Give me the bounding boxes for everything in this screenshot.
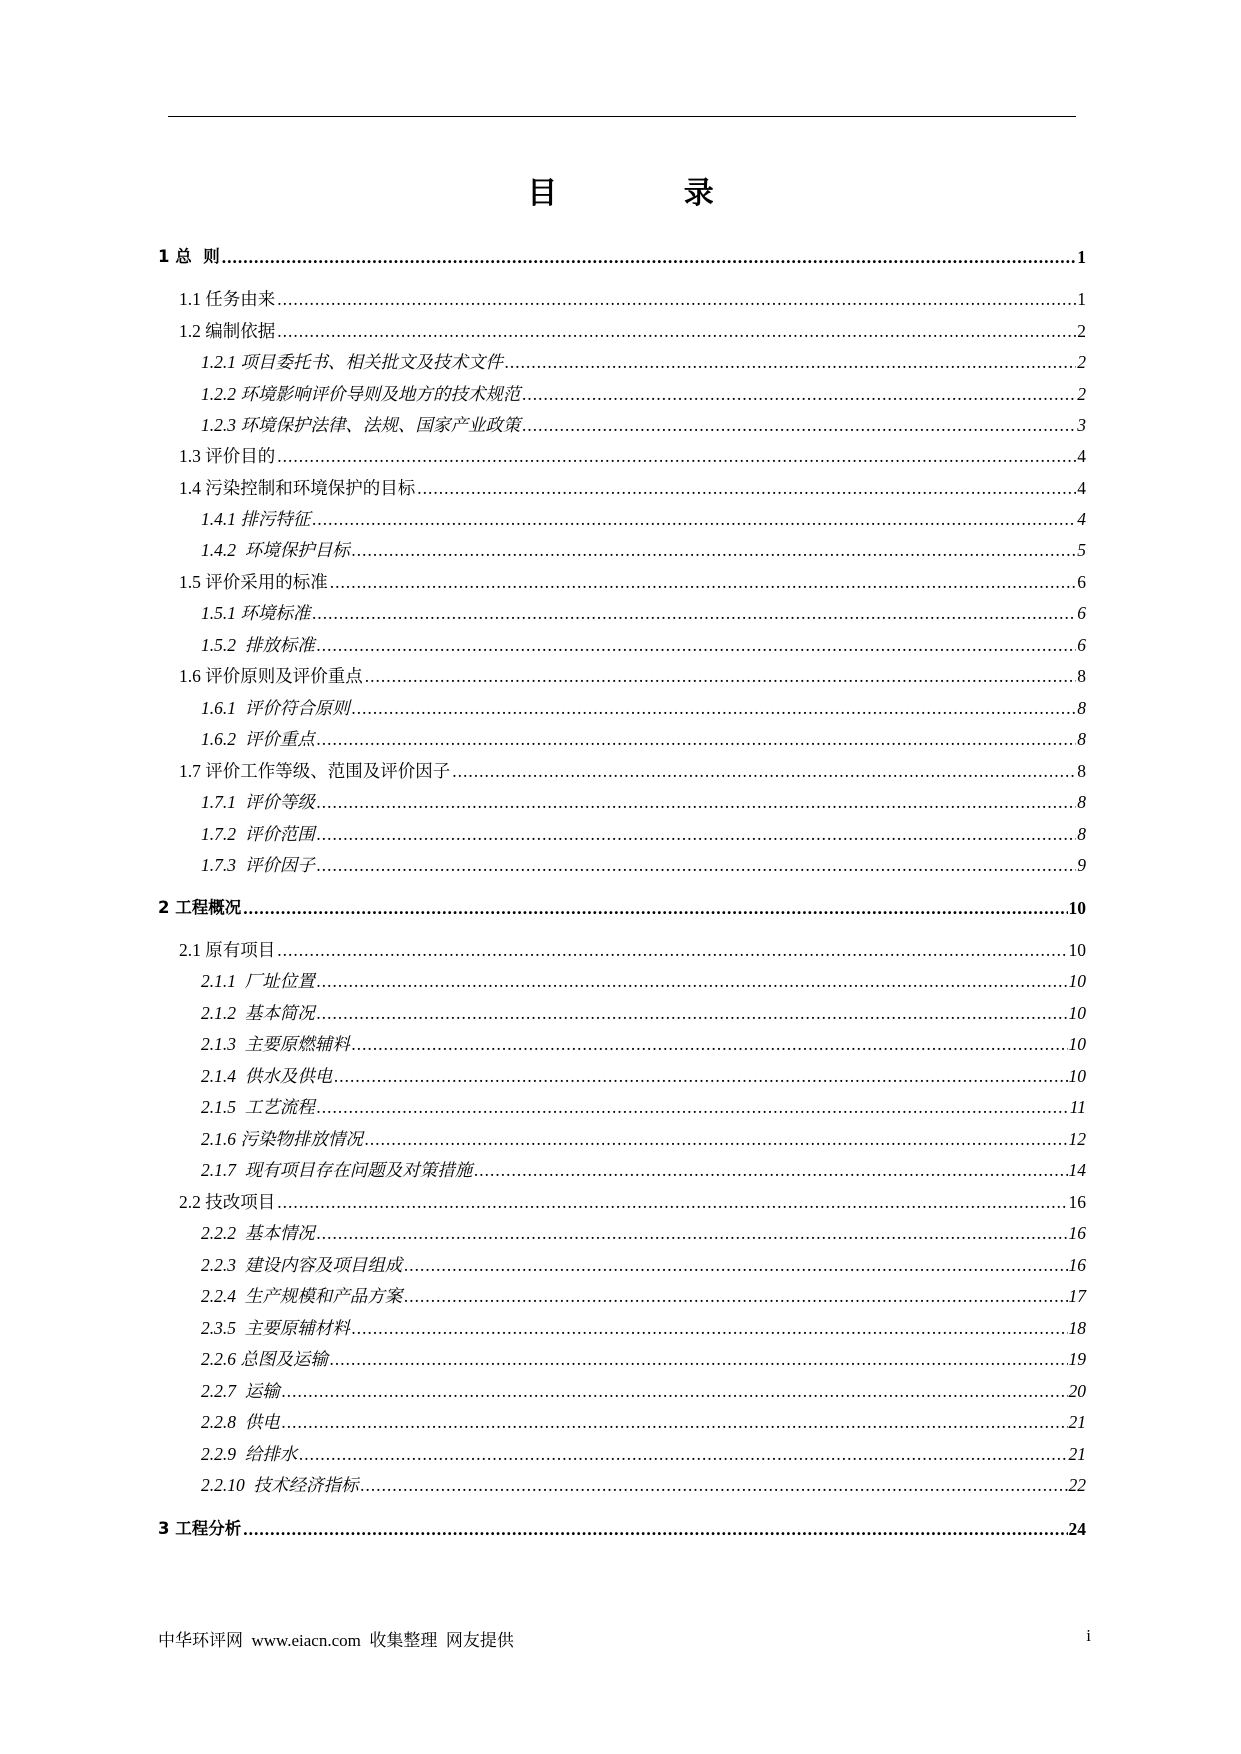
dot-leader <box>312 602 1076 624</box>
toc-entry[interactable] <box>201 1441 1086 1465</box>
dot-leader <box>361 1474 1068 1496</box>
toc-entry-label: 2.1.1 厂址位置 <box>201 971 315 991</box>
toc-entry-page: 8 <box>1077 698 1086 718</box>
toc-entry-page: 18 <box>1068 1318 1086 1338</box>
dot-leader <box>222 246 1077 268</box>
dot-leader <box>334 1065 1067 1087</box>
dot-leader <box>352 697 1077 719</box>
toc-entry-page: 4 <box>1077 478 1086 498</box>
toc-entry-page: 16 <box>1068 1255 1086 1275</box>
toc-entry-page: 8 <box>1077 761 1086 781</box>
toc-entry-page: 10 <box>1068 1066 1086 1086</box>
toc-entry-page: 2 <box>1077 384 1086 404</box>
dot-leader <box>352 1317 1068 1339</box>
toc-entry[interactable] <box>158 895 1086 919</box>
toc-entry-page: 9 <box>1077 855 1086 875</box>
dot-leader <box>317 823 1077 845</box>
toc-entry-label: 2.2.9 给排水 <box>201 1444 298 1464</box>
toc-entry-page: 24 <box>1068 1519 1086 1539</box>
toc-entry-label: 1.6.2 评价重点 <box>201 729 315 749</box>
toc-entry[interactable] <box>201 349 1086 373</box>
dot-leader <box>277 288 1076 310</box>
toc-entry[interactable] <box>201 852 1086 876</box>
toc-entry[interactable] <box>201 1094 1086 1118</box>
toc-entry[interactable] <box>201 1283 1086 1307</box>
toc-entry-label: 2 工程概况 <box>158 898 242 917</box>
dot-leader <box>317 791 1077 813</box>
toc-entry-label: 2.1.7 现有项目存在问题及对策措施 <box>201 1160 473 1180</box>
toc-entry-label: 1.2.2 环境影响评价导则及地方的技术规范 <box>201 384 521 404</box>
dot-leader <box>277 320 1076 342</box>
toc-entry-label: 1.4.2 环境保护目标 <box>201 540 350 560</box>
toc-entry-page: 10 <box>1068 898 1086 918</box>
toc-entry-page: 10 <box>1068 971 1086 991</box>
toc-entry-label: 1.5.1 环境标准 <box>201 603 311 623</box>
toc-entry-label: 1 总 则 <box>158 247 220 266</box>
toc-entry-page: 4 <box>1077 446 1086 466</box>
dot-leader <box>317 1222 1068 1244</box>
dot-leader <box>312 508 1076 530</box>
toc-entry[interactable] <box>201 1031 1086 1055</box>
toc-entry-label: 1.2.1 项目委托书、相关批文及技术文件 <box>201 352 503 372</box>
toc-entry[interactable] <box>201 412 1086 436</box>
toc-entry[interactable] <box>201 506 1086 530</box>
toc-entry-page: 1 <box>1077 289 1086 309</box>
toc-entry[interactable] <box>179 286 1086 310</box>
toc-entry-page: 14 <box>1068 1160 1086 1180</box>
toc-entry-label: 1.5.2 排放标准 <box>201 635 315 655</box>
toc-entry[interactable] <box>201 1000 1086 1024</box>
toc-entry-page: 8 <box>1077 792 1086 812</box>
dot-leader <box>317 1096 1069 1118</box>
toc-entry[interactable] <box>179 937 1086 961</box>
toc-entry-page: 21 <box>1068 1412 1086 1432</box>
toc-entry-page: 10 <box>1068 1003 1086 1023</box>
dot-leader <box>243 1518 1067 1540</box>
toc-entry[interactable] <box>201 1063 1086 1087</box>
toc-entry[interactable] <box>201 1252 1086 1276</box>
toc-entry-label: 2.1.3 主要原燃辅料 <box>201 1034 350 1054</box>
toc-entry-page: 4 <box>1077 509 1086 529</box>
toc-entry-page: 8 <box>1077 729 1086 749</box>
toc-entry-label: 1.7.1 评价等级 <box>201 792 315 812</box>
toc-entry-page: 8 <box>1077 666 1086 686</box>
toc-entry-page: 16 <box>1068 1192 1086 1212</box>
toc-entry[interactable] <box>201 789 1086 813</box>
toc-entry[interactable] <box>201 1472 1086 1496</box>
toc-entry-label: 2.3.5 主要原辅材料 <box>201 1318 350 1338</box>
dot-leader <box>404 1254 1067 1276</box>
toc-entry-page: 3 <box>1077 415 1086 435</box>
toc-entry-label: 2.1.6 污染物排放情况 <box>201 1129 363 1149</box>
toc-entry-label: 1.2 编制依据 <box>179 321 276 341</box>
toc-entry-page: 20 <box>1068 1381 1086 1401</box>
toc-entry[interactable] <box>201 381 1086 405</box>
dot-leader <box>365 1128 1068 1150</box>
toc-entry[interactable] <box>201 537 1086 561</box>
toc-entry[interactable] <box>201 1346 1086 1370</box>
toc-entry-label: 1.7.3 评价因子 <box>201 855 315 875</box>
toc-entry-label: 1.3 评价目的 <box>179 446 276 466</box>
toc-entry[interactable] <box>201 600 1086 624</box>
toc-entry-page: 5 <box>1077 540 1086 560</box>
dot-leader <box>317 728 1077 750</box>
toc-entry-page: 1 <box>1077 247 1086 267</box>
toc-entry[interactable] <box>201 968 1086 992</box>
dot-leader <box>330 1348 1068 1370</box>
toc-entry[interactable] <box>201 821 1086 845</box>
footer-source: 中华环评网 www.eiacn.com 收集整理 网友提供 <box>158 1631 514 1650</box>
toc-entry-page: 2 <box>1077 321 1086 341</box>
toc-entry-label: 1.6.1 评价符合原则 <box>201 698 350 718</box>
toc-entry[interactable] <box>201 1409 1086 1433</box>
toc-entry-label: 2.2.7 运输 <box>201 1381 280 1401</box>
toc-entry[interactable] <box>201 1378 1086 1402</box>
dot-leader <box>277 445 1076 467</box>
dot-leader <box>317 634 1077 656</box>
toc-entry[interactable] <box>179 663 1086 687</box>
dot-leader <box>452 760 1076 782</box>
toc-entry-page: 22 <box>1068 1475 1086 1495</box>
toc-entry-label: 1.7 评价工作等级、范围及评价因子 <box>179 761 451 781</box>
toc-entry-page: 16 <box>1068 1223 1086 1243</box>
toc-entry-page: 6 <box>1077 603 1086 623</box>
toc-entry[interactable] <box>179 1189 1086 1213</box>
toc-entry-label: 1.4 污染控制和环境保护的目标 <box>179 478 416 498</box>
page-title: 目 录 <box>527 176 772 211</box>
dot-leader <box>243 897 1067 919</box>
footer-page-number: i <box>1086 1626 1091 1645</box>
dot-leader <box>352 539 1077 561</box>
toc-entry-page: 6 <box>1077 572 1086 592</box>
toc-entry-label: 2.1.5 工艺流程 <box>201 1097 315 1117</box>
dot-leader <box>317 1002 1068 1024</box>
dot-leader <box>522 414 1076 436</box>
toc-entry[interactable] <box>179 318 1086 342</box>
dot-leader <box>352 1033 1068 1055</box>
toc-entry-label: 1.4.1 排污特征 <box>201 509 311 529</box>
toc-entry[interactable] <box>201 1220 1086 1244</box>
dot-leader <box>282 1380 1068 1402</box>
dot-leader <box>365 665 1077 687</box>
toc-entry-page: 17 <box>1068 1286 1086 1306</box>
toc-entry-page: 8 <box>1077 824 1086 844</box>
toc-entry[interactable] <box>179 443 1086 467</box>
toc-entry-page: 10 <box>1068 1034 1086 1054</box>
toc-entry-label: 2.2.10 技术经济指标 <box>201 1475 359 1495</box>
toc-entry[interactable] <box>158 244 1086 268</box>
dot-leader <box>282 1411 1068 1433</box>
dot-leader <box>417 477 1076 499</box>
toc-entry[interactable] <box>201 726 1086 750</box>
toc-entry-page: 10 <box>1068 940 1086 960</box>
toc-entry[interactable] <box>201 1157 1086 1181</box>
toc-entry-label: 1.6 评价原则及评价重点 <box>179 666 363 686</box>
toc-entry[interactable] <box>201 695 1086 719</box>
dot-leader <box>317 854 1077 876</box>
toc-entry[interactable] <box>201 632 1086 656</box>
toc-entry-label: 2.2.3 建设内容及项目组成 <box>201 1255 403 1275</box>
dot-leader <box>277 939 1067 961</box>
toc-entry-label: 2.1 原有项目 <box>179 940 276 960</box>
dot-leader <box>474 1159 1067 1181</box>
toc-entry[interactable] <box>158 1516 1086 1540</box>
toc-entry[interactable] <box>179 758 1086 782</box>
toc-entry-page: 2 <box>1077 352 1086 372</box>
toc-entry[interactable] <box>201 1315 1086 1339</box>
dot-leader <box>404 1285 1067 1307</box>
toc-entry-label: 2.1.4 供水及供电 <box>201 1066 333 1086</box>
header-rule <box>168 116 1076 117</box>
toc-entry-page: 19 <box>1068 1349 1086 1369</box>
toc-entry-page: 6 <box>1077 635 1086 655</box>
dot-leader <box>317 970 1068 992</box>
toc-entry-label: 2.2.4 生产规模和产品方案 <box>201 1286 403 1306</box>
dot-leader <box>330 571 1077 593</box>
dot-leader <box>505 351 1076 373</box>
dot-leader <box>299 1443 1067 1465</box>
toc-entry-page: 12 <box>1068 1129 1086 1149</box>
dot-leader <box>277 1191 1067 1213</box>
toc-entry-label: 2.2.2 基本情况 <box>201 1223 315 1243</box>
toc-entry[interactable] <box>179 475 1086 499</box>
toc-entry-page: 11 <box>1069 1097 1086 1117</box>
toc-entry-label: 2.2.8 供电 <box>201 1412 280 1432</box>
toc-entry-label: 1.7.2 评价范围 <box>201 824 315 844</box>
dot-leader <box>522 383 1076 405</box>
toc-entry-label: 1.2.3 环境保护法律、法规、国家产业政策 <box>201 415 521 435</box>
toc-entry-label: 2.1.2 基本简况 <box>201 1003 315 1023</box>
toc-entry[interactable] <box>201 1126 1086 1150</box>
toc-entry-page: 21 <box>1068 1444 1086 1464</box>
toc-entry-label: 3 工程分析 <box>158 1519 242 1538</box>
toc-entry-label: 1.1 任务由来 <box>179 289 276 309</box>
toc-entry[interactable] <box>179 569 1086 593</box>
toc-entry-label: 2.2 技改项目 <box>179 1192 276 1212</box>
toc-entry-label: 1.5 评价采用的标准 <box>179 572 328 592</box>
toc-entry-label: 2.2.6 总图及运输 <box>201 1349 328 1369</box>
